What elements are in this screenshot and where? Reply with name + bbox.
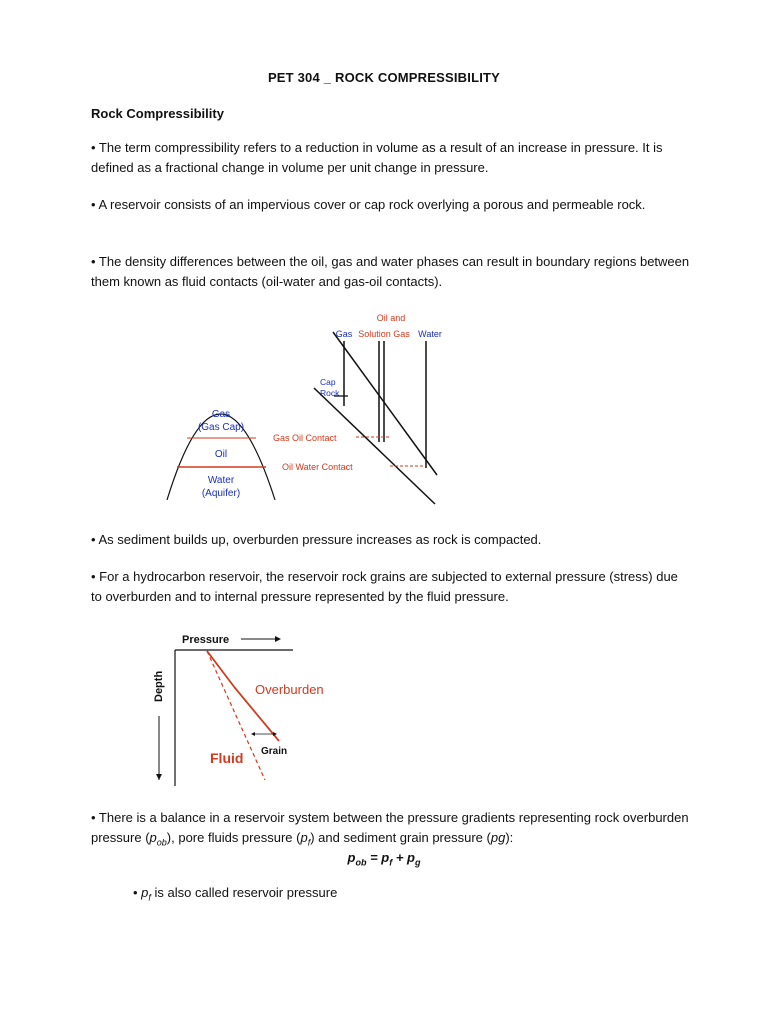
label-overburden: Overburden (255, 682, 324, 697)
bullet-fluid-contacts: • The density differences between the oil, gas and water phases can result in boundary regions between them known as fluid contacts (oil-water and gas-oil contacts). (91, 254, 690, 289)
label-gas-oil-contact: Gas Oil Contact (273, 433, 337, 443)
bullet-grain-pressure: • For a hydrocarbon reservoir, the reservoir rock grains are subjected to external pressure (stress) due to overburden and to internal pressure represented by the fluid pressure. (91, 569, 678, 604)
label-fluid: Fluid (210, 750, 244, 766)
label-oil-water-contact: Oil Water Contact (282, 462, 353, 472)
label-grain: Grain (261, 746, 288, 757)
label-gas: Gas (335, 329, 353, 339)
pressure-depth-diagram (145, 628, 324, 788)
label-rock: Rock (320, 388, 340, 398)
zone-gas-cap: (Gas Cap) (197, 422, 245, 433)
label-depth: Depth (153, 670, 165, 702)
bullet-reservoir-cap-rock: • A reservoir consists of an impervious cover or cap rock overlying a porous and permeable rock. (91, 197, 646, 212)
zone-gas: Gas (211, 409, 231, 420)
pressure-balance-equation: $p_{ob} = p_f + p_g$ (347, 850, 421, 868)
label-solution-gas: Solution Gas (358, 329, 410, 339)
label-pressure: Pressure (182, 634, 230, 646)
bullet-compressibility-definition: • The term compressibility refers to a reduction in volume as a result of an increase in pressure. It is defined as a fractional change in volume per unit change in pressure. (91, 140, 663, 175)
zone-water: Water (207, 475, 235, 486)
zone-oil: Oil (214, 449, 228, 460)
document-title: PET 304 _ ROCK COMPRESSIBILITY (267, 70, 501, 85)
bullet-reservoir-pressure: • $p_f$ is also called reservoir pressure (133, 885, 338, 903)
zone-aquifer: (Aquifer) (201, 488, 241, 499)
reservoir-fluid-contacts-diagram (160, 308, 450, 508)
bullet-pressure-balance: • There is a balance in a reservoir system between the pressure gradients representing rock overburden pressure $(p_{ob})$, pore fluids pressure $(p_f)$ and sediment grain pressure (pg): (91, 810, 689, 848)
section-heading: Rock Compressibility (91, 106, 224, 121)
label-oil-and: Oil and (376, 313, 406, 323)
label-water: Water (418, 329, 442, 339)
bullet-sediment-overburden: • As sediment builds up, overburden pressure increases as rock is compacted. (91, 532, 542, 547)
label-cap: Cap (320, 377, 336, 387)
